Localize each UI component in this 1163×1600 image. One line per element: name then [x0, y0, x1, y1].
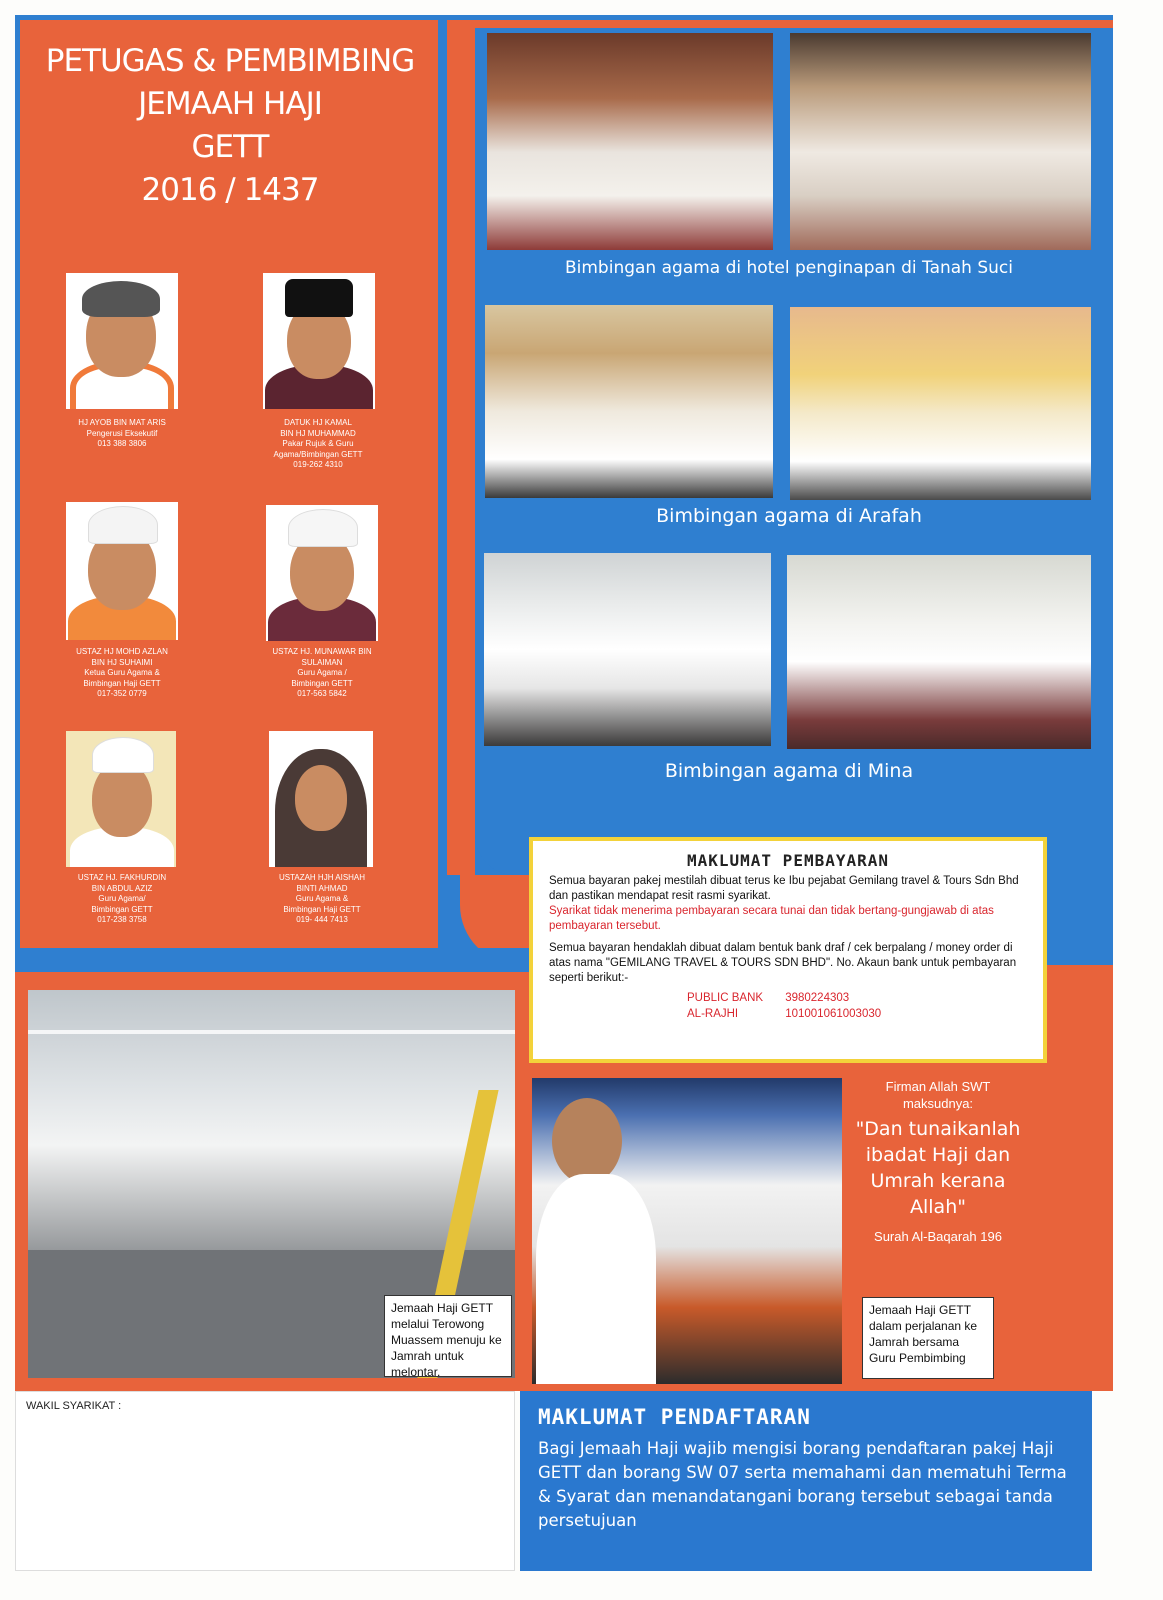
photo-hotel-2 — [790, 33, 1091, 250]
photo-hotel-1 — [487, 33, 773, 250]
title-line-4: 2016 / 1437 — [141, 172, 319, 208]
agent-label: WAKIL SYARIKAT : — [26, 1400, 122, 1412]
title-line-2: JEMAAH HAJI — [138, 86, 322, 122]
title-line-3: GETT — [191, 129, 269, 165]
staff-caption-5: USTAZ HJ. FAKHURDIN BIN ABDUL AZIZ Guru Agama/ Bimbingan GETT 017-238 3758 — [77, 873, 167, 924]
right-orange-frame-top — [447, 20, 1113, 28]
bank-name-1: PUBLIC BANK — [687, 992, 764, 1004]
staff-caption-6: USTAZAH HJH AISHAH BINTI AHMAD Guru Agama & Bimbingan Haji GETT 019- 444 7413 — [278, 873, 366, 924]
staff-caption-4: USTAZ HJ. MUNAWAR BIN SULAIMAN Guru Agama / Bimbingan GETT 017-563 5842 — [272, 647, 372, 698]
quote-text: "Dan tunaikanlah ibadat Haji dan Umrah kerana Allah" — [855, 1118, 1021, 1218]
payment-para-3: Semua bayaran hendaklah dibuat dalam bentuk bank draf / cek berpalang / money order di atas nama "GEMILANG TRAVEL & TOURS SDN BHD". No. Akaun bank untuk pembayaran seperti berikut:- — [549, 942, 1017, 984]
portrait-azlan — [66, 502, 178, 640]
photo-arafah-2 — [790, 307, 1091, 500]
staff-title — [30, 40, 430, 212]
bank-account-2: 101001061003030 — [785, 1008, 882, 1020]
registration-heading: MAKLUMAT PENDAFTARAN — [538, 1405, 811, 1429]
title-line-1: PETUGAS & PEMBIMBING — [45, 43, 415, 79]
payment-para-2: Syarikat tidak menerima pembayaran secara tunai dan tidak bertang-gungjawab di atas pembayaran tersebut. — [549, 905, 994, 932]
staff-caption-3: USTAZ HJ MOHD AZLAN BIN HJ SUHAIMI Ketua Guru Agama & Bimbingan Haji GETT 017-352 0779 — [76, 647, 168, 698]
quote-intro-1: Firman Allah SWT — [885, 1079, 991, 1094]
caption-hotel: Bimbingan agama di hotel penginapan di Tanah Suci — [564, 258, 1013, 278]
portrait-ayob — [66, 273, 178, 409]
photo-arafah-1 — [485, 305, 773, 498]
payment-box — [529, 837, 1047, 1063]
registration-box — [520, 1391, 1092, 1571]
quote-block — [848, 1078, 1028, 1245]
portrait-fakhurdin — [66, 731, 176, 867]
photo-mina-2 — [787, 555, 1091, 749]
caption-arafah: Bimbingan agama di Arafah — [656, 505, 922, 527]
payment-para-1: Semua bayaran pakej mestilah dibuat terus ke Ibu pejabat Gemilang travel & Tours Sdn Bhd dan pastikan mendapat resit rasmi syarikat. — [549, 875, 1019, 902]
portrait-kamal — [263, 273, 375, 409]
agent-box[interactable] — [15, 1391, 515, 1571]
quote-intro-2: maksudnya: — [902, 1096, 974, 1111]
bank-row-2 — [549, 1006, 1027, 1022]
registration-body: Bagi Jemaah Haji wajib mengisi borang pendaftaran pakej Haji GETT dan borang SW 07 serta memahami dan mematuhi Terma & Syarat dan menandatangani borang tersebut sebagai tanda persetujuan — [538, 1439, 1067, 1530]
portrait-aishah — [269, 731, 373, 867]
right-orange-frame — [447, 20, 475, 875]
portrait-munawar — [266, 505, 378, 641]
caption-mina: Bimbingan agama di Mina — [664, 760, 914, 782]
tunnel-caption: Jemaah Haji GETT melalui Terowong Muassem menuju ke Jamrah untuk melontar. — [384, 1295, 512, 1377]
photo-walk — [532, 1078, 842, 1384]
bank-account-1: 3980224303 — [785, 992, 850, 1004]
bank-row-1 — [549, 990, 1027, 1006]
quote-source: Surah Al-Baqarah 196 — [874, 1229, 1002, 1244]
photo-mina-1 — [484, 553, 771, 746]
bank-name-2: AL-RAJHI — [687, 1008, 739, 1020]
lower-blue-strip — [15, 948, 545, 972]
walk-caption: Jemaah Haji GETT dalam perjalanan ke Jamrah bersama Guru Pembimbing — [862, 1297, 994, 1379]
staff-caption-2: DATUK HJ KAMAL BIN HJ MUHAMMAD Pakar Rujuk & Guru Agama/Bimbingan GETT 019-262 4310 — [273, 418, 363, 469]
staff-caption-1: HJ AYOB BIN MAT ARIS Pengerusi Eksekutif 013 388 3806 — [78, 418, 166, 448]
payment-heading: MAKLUMAT PEMBAYARAN — [686, 851, 890, 870]
